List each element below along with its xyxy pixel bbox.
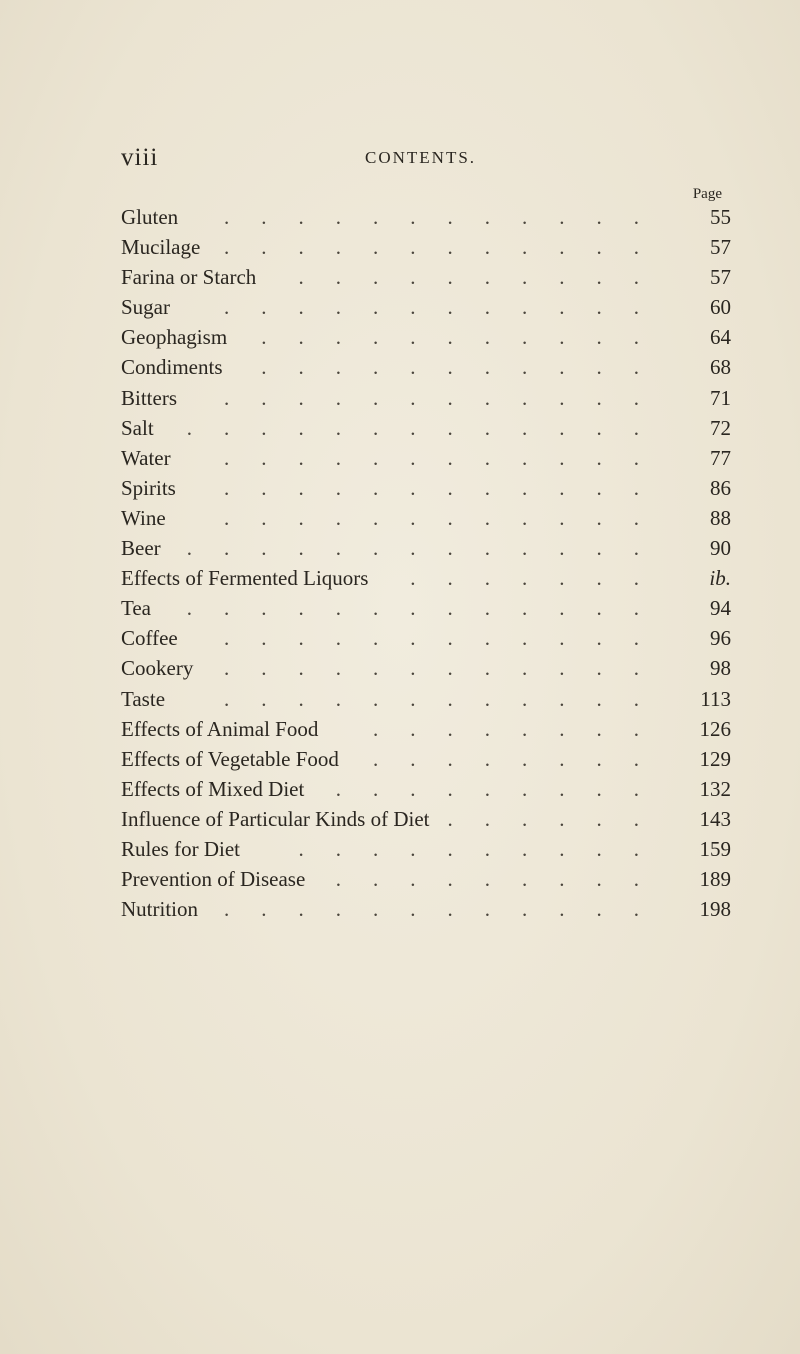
toc-entry [121,413,741,443]
dot-leader: ............ [224,656,671,681]
toc-entry-title: Rules for Diet [121,836,240,861]
toc-entry-page: 132 [699,776,731,801]
toc-entry-title: Gluten [121,205,179,229]
dot-leader: ............ [224,686,671,711]
toc-entry [121,383,741,413]
dot-leader: ........... [261,355,671,380]
toc-entry [121,684,741,714]
toc-entry-title: Coffee [121,626,178,651]
dot-leader: ....... [410,566,671,591]
toc-entry [121,443,741,473]
toc-entry [121,834,741,864]
dot-leader: ............. [186,536,671,561]
toc-entry [121,503,741,533]
toc-entry-title: Spirits [121,475,176,500]
toc-entry-page: 68 [710,355,731,380]
toc-entry [121,653,741,683]
toc-entry [121,714,741,744]
toc-entry [121,232,741,262]
dot-leader: ............. [186,596,671,621]
toc-entry-title: Effects of Fermented Liquors [121,566,369,591]
toc-entry [121,533,741,563]
dot-leader: .......... [298,836,671,861]
dot-leader: .......... [298,265,671,290]
dot-leader: ........ [373,716,671,741]
toc-entry-page: 159 [699,836,731,861]
toc-entry-title: Water [121,445,171,470]
toc-entry-title: Taste [121,686,166,711]
toc-entry [121,744,741,774]
toc-entry-title: Salt [121,415,154,440]
toc-entry-title: Geophagism [121,325,228,350]
toc-entry-title: Tea [121,596,152,621]
toc-entry-page: 143 [699,806,731,831]
dot-leader: ............ [224,295,671,320]
dot-leader: ............ [224,897,671,922]
toc-entry [121,774,741,804]
running-title: CONTENTS. [365,148,477,167]
toc-entry-page: 189 [699,867,731,892]
toc-entry-title: Effects of Animal Food [121,716,319,741]
dot-leader: ............ [224,445,671,470]
dot-leader: ...... [447,806,671,831]
toc-entry-page: 98 [710,656,731,681]
toc-entry [121,352,741,382]
dot-leader: ............ [224,505,671,530]
dot-leader: ............ [224,235,671,260]
toc-entry-page: 86 [710,475,731,500]
toc-entry-page: 96 [710,626,731,651]
toc-entry [121,623,741,653]
toc-entry-page: 129 [699,746,731,771]
toc-entry [121,322,741,352]
dot-leader: ........ [373,746,671,771]
toc-entry-page: 198 [699,897,731,922]
dot-leader: ......... [335,867,671,892]
toc-entry-title: Farina or Starch [121,265,257,290]
toc-entry-page: 60 [710,295,731,320]
dot-leader: ............ [224,475,671,500]
toc-entry-title: Effects of Mixed Diet [121,776,305,801]
toc-entry [121,894,741,924]
toc-entry-page: 57 [710,265,731,290]
dot-leader: ............ [224,205,671,229]
toc-entry-page: ib. [709,566,731,591]
dot-leader: ............ [224,385,671,410]
toc-entry [121,864,741,894]
toc-entry-title: Effects of Vegetable Food [121,746,339,771]
toc-entry-page: 55 [710,205,731,229]
toc-entry [121,292,741,322]
toc-entry-page: 90 [710,536,731,561]
toc-entry-page: 57 [710,235,731,260]
toc-entry [121,804,741,834]
dot-leader: ........... [261,325,671,350]
toc-entry-title: Cookery [121,656,194,681]
toc-entry [121,262,741,292]
dot-leader: ............ [224,626,671,651]
toc-entry-title: Mucilage [121,235,201,260]
page-column-label: Page [692,186,722,202]
toc-entry [121,202,741,232]
toc-entry-page: 94 [710,596,731,621]
toc-entry-page: 77 [710,445,731,470]
dot-leader: ............. [186,415,671,440]
toc-entry [121,473,741,503]
toc-entry-title: Influence of Particular Kinds of Diet [121,806,430,831]
toc-entry-title: Nutrition [121,897,198,922]
page-number: viii [121,144,159,171]
toc-entry-page: 71 [710,385,731,410]
dot-leader: ......... [335,776,671,801]
toc-entry-page: 126 [699,716,731,741]
toc-entry-page: 64 [710,325,731,350]
table-of-contents [121,202,741,924]
toc-entry-title: Prevention of Disease [121,867,306,892]
running-head [121,144,541,171]
toc-entry-title: Wine [121,505,166,530]
toc-entry [121,563,741,593]
toc-entry-title: Sugar [121,295,170,320]
toc-entry-title: Beer [121,536,161,561]
toc-entry-page: 72 [710,415,731,440]
toc-entry-page: 113 [700,686,731,711]
toc-entry-title: Condiments [121,355,223,380]
toc-entry-page: 88 [710,505,731,530]
toc-entry [121,593,741,623]
toc-entry-title: Bitters [121,385,177,410]
